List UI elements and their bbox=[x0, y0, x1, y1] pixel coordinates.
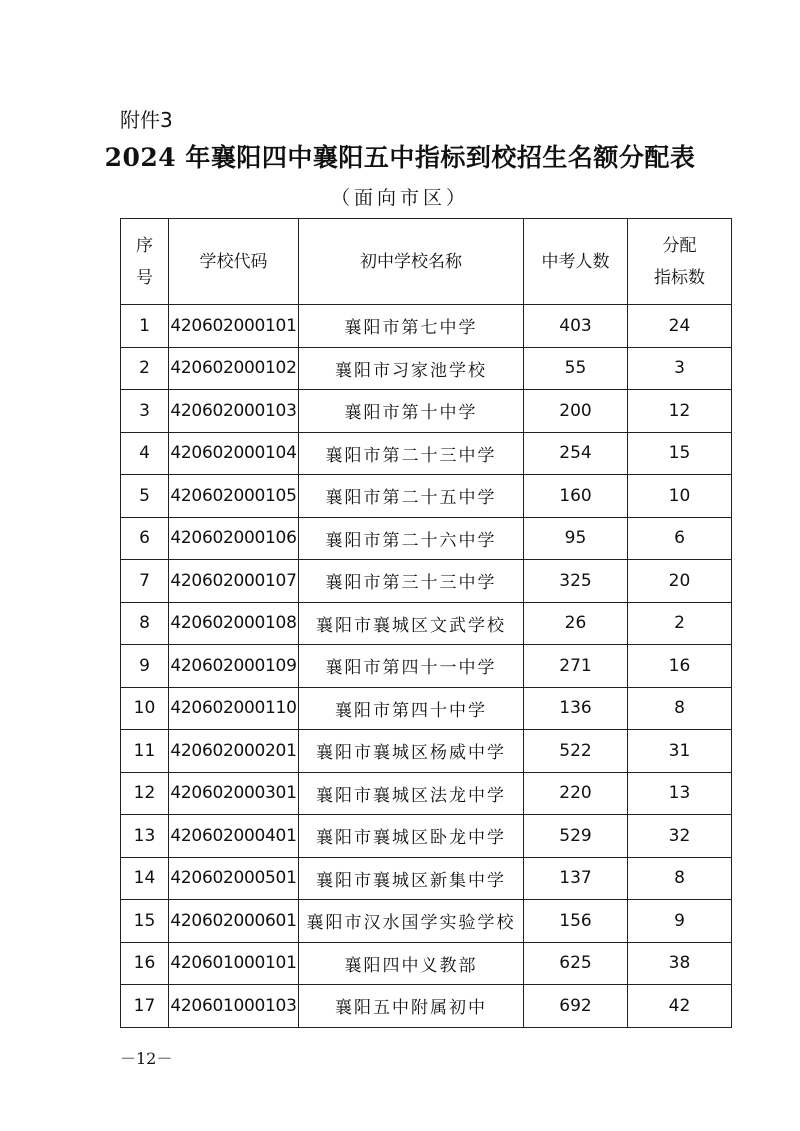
cell-exam-count: 137 bbox=[524, 857, 628, 900]
cell-seq: 7 bbox=[121, 560, 169, 603]
cell-school-code: 420602000107 bbox=[169, 560, 299, 603]
header-quota bbox=[628, 219, 732, 305]
header-exam-count: 中考人数 bbox=[524, 219, 628, 305]
header-seq bbox=[121, 219, 169, 305]
page-number: －12－ bbox=[120, 1049, 173, 1068]
table-row bbox=[121, 517, 732, 560]
table-row bbox=[121, 815, 732, 858]
quota-allocation-table bbox=[120, 218, 732, 1028]
cell-exam-count: 692 bbox=[524, 985, 628, 1028]
cell-seq: 5 bbox=[121, 475, 169, 518]
cell-school-code: 420602000109 bbox=[169, 645, 299, 688]
cell-quota: 42 bbox=[628, 985, 732, 1028]
table-row bbox=[121, 687, 732, 730]
cell-exam-count: 55 bbox=[524, 347, 628, 390]
cell-exam-count: 26 bbox=[524, 602, 628, 645]
cell-exam-count: 95 bbox=[524, 517, 628, 560]
header-quota-line2: 指标数 bbox=[654, 267, 705, 288]
cell-quota: 3 bbox=[628, 347, 732, 390]
cell-school-name: 襄阳市第十中学 bbox=[299, 390, 524, 433]
table-body bbox=[121, 305, 732, 1028]
cell-seq: 9 bbox=[121, 645, 169, 688]
cell-school-code: 420602000201 bbox=[169, 730, 299, 773]
cell-seq: 8 bbox=[121, 602, 169, 645]
cell-seq: 4 bbox=[121, 432, 169, 475]
cell-school-code: 420601000103 bbox=[169, 985, 299, 1028]
cell-school-name: 襄阳市第三十三中学 bbox=[299, 560, 524, 603]
cell-school-code: 420601000101 bbox=[169, 942, 299, 985]
cell-seq: 10 bbox=[121, 687, 169, 730]
cell-school-name: 襄阳市第七中学 bbox=[299, 305, 524, 348]
cell-school-name: 襄阳市襄城区卧龙中学 bbox=[299, 815, 524, 858]
cell-exam-count: 271 bbox=[524, 645, 628, 688]
header-school-code: 学校代码 bbox=[169, 219, 299, 305]
table-row bbox=[121, 857, 732, 900]
cell-seq: 14 bbox=[121, 857, 169, 900]
cell-exam-count: 136 bbox=[524, 687, 628, 730]
cell-quota: 31 bbox=[628, 730, 732, 773]
cell-seq: 3 bbox=[121, 390, 169, 433]
cell-exam-count: 160 bbox=[524, 475, 628, 518]
cell-school-code: 420602000501 bbox=[169, 857, 299, 900]
cell-exam-count: 403 bbox=[524, 305, 628, 348]
cell-quota: 8 bbox=[628, 857, 732, 900]
cell-exam-count: 220 bbox=[524, 772, 628, 815]
cell-quota: 10 bbox=[628, 475, 732, 518]
table-row bbox=[121, 602, 732, 645]
cell-exam-count: 529 bbox=[524, 815, 628, 858]
table-row bbox=[121, 347, 732, 390]
cell-exam-count: 254 bbox=[524, 432, 628, 475]
cell-exam-count: 625 bbox=[524, 942, 628, 985]
cell-seq: 11 bbox=[121, 730, 169, 773]
cell-exam-count: 200 bbox=[524, 390, 628, 433]
cell-exam-count: 156 bbox=[524, 900, 628, 943]
attachment-label: 附件3 bbox=[120, 108, 173, 132]
cell-school-code: 420602000301 bbox=[169, 772, 299, 815]
cell-quota: 32 bbox=[628, 815, 732, 858]
cell-quota: 2 bbox=[628, 602, 732, 645]
table-row bbox=[121, 772, 732, 815]
cell-school-name: 襄阳市襄城区法龙中学 bbox=[299, 772, 524, 815]
cell-quota: 16 bbox=[628, 645, 732, 688]
table-row bbox=[121, 645, 732, 688]
cell-school-name: 襄阳市襄城区文武学校 bbox=[299, 602, 524, 645]
header-school-name: 初中学校名称 bbox=[299, 219, 524, 305]
cell-school-name: 襄阳四中义教部 bbox=[299, 942, 524, 985]
cell-school-code: 420602000601 bbox=[169, 900, 299, 943]
table-row bbox=[121, 390, 732, 433]
table-row bbox=[121, 900, 732, 943]
table-row bbox=[121, 560, 732, 603]
table-row bbox=[121, 985, 732, 1028]
cell-school-code: 420602000401 bbox=[169, 815, 299, 858]
cell-school-name: 襄阳市第二十三中学 bbox=[299, 432, 524, 475]
cell-school-code: 420602000104 bbox=[169, 432, 299, 475]
cell-school-code: 420602000110 bbox=[169, 687, 299, 730]
table-row bbox=[121, 475, 732, 518]
table-row bbox=[121, 432, 732, 475]
cell-school-name: 襄阳市襄城区杨威中学 bbox=[299, 730, 524, 773]
cell-school-code: 420602000102 bbox=[169, 347, 299, 390]
cell-school-code: 420602000101 bbox=[169, 305, 299, 348]
cell-quota: 12 bbox=[628, 390, 732, 433]
cell-school-code: 420602000106 bbox=[169, 517, 299, 560]
cell-school-name: 襄阳市第四十中学 bbox=[299, 687, 524, 730]
table-header-row bbox=[121, 219, 732, 305]
cell-quota: 9 bbox=[628, 900, 732, 943]
cell-school-code: 420602000103 bbox=[169, 390, 299, 433]
document-title: 2024 年襄阳四中襄阳五中指标到校招生名额分配表 bbox=[104, 143, 696, 172]
cell-seq: 17 bbox=[121, 985, 169, 1028]
cell-exam-count: 325 bbox=[524, 560, 628, 603]
cell-quota: 38 bbox=[628, 942, 732, 985]
cell-quota: 13 bbox=[628, 772, 732, 815]
document-subtitle: （面向市区） bbox=[330, 187, 469, 209]
table-row bbox=[121, 942, 732, 985]
cell-quota: 6 bbox=[628, 517, 732, 560]
cell-quota: 24 bbox=[628, 305, 732, 348]
cell-seq: 6 bbox=[121, 517, 169, 560]
cell-seq: 12 bbox=[121, 772, 169, 815]
cell-school-code: 420602000108 bbox=[169, 602, 299, 645]
cell-school-name: 襄阳市第二十六中学 bbox=[299, 517, 524, 560]
cell-school-name: 襄阳市汉水国学实验学校 bbox=[299, 900, 524, 943]
cell-seq: 13 bbox=[121, 815, 169, 858]
cell-quota: 8 bbox=[628, 687, 732, 730]
cell-quota: 15 bbox=[628, 432, 732, 475]
cell-school-code: 420602000105 bbox=[169, 475, 299, 518]
cell-exam-count: 522 bbox=[524, 730, 628, 773]
cell-school-name: 襄阳市第四十一中学 bbox=[299, 645, 524, 688]
header-seq-line2: 号 bbox=[136, 267, 153, 288]
table-row bbox=[121, 305, 732, 348]
table-row bbox=[121, 730, 732, 773]
cell-seq: 1 bbox=[121, 305, 169, 348]
cell-school-name: 襄阳市第二十五中学 bbox=[299, 475, 524, 518]
header-quota-line1: 分配 bbox=[662, 235, 697, 256]
cell-school-name: 襄阳五中附属初中 bbox=[299, 985, 524, 1028]
cell-quota: 20 bbox=[628, 560, 732, 603]
cell-seq: 16 bbox=[121, 942, 169, 985]
header-seq-line1: 序 bbox=[136, 235, 153, 256]
cell-school-name: 襄阳市襄城区新集中学 bbox=[299, 857, 524, 900]
cell-school-name: 襄阳市习家池学校 bbox=[299, 347, 524, 390]
cell-seq: 2 bbox=[121, 347, 169, 390]
cell-seq: 15 bbox=[121, 900, 169, 943]
